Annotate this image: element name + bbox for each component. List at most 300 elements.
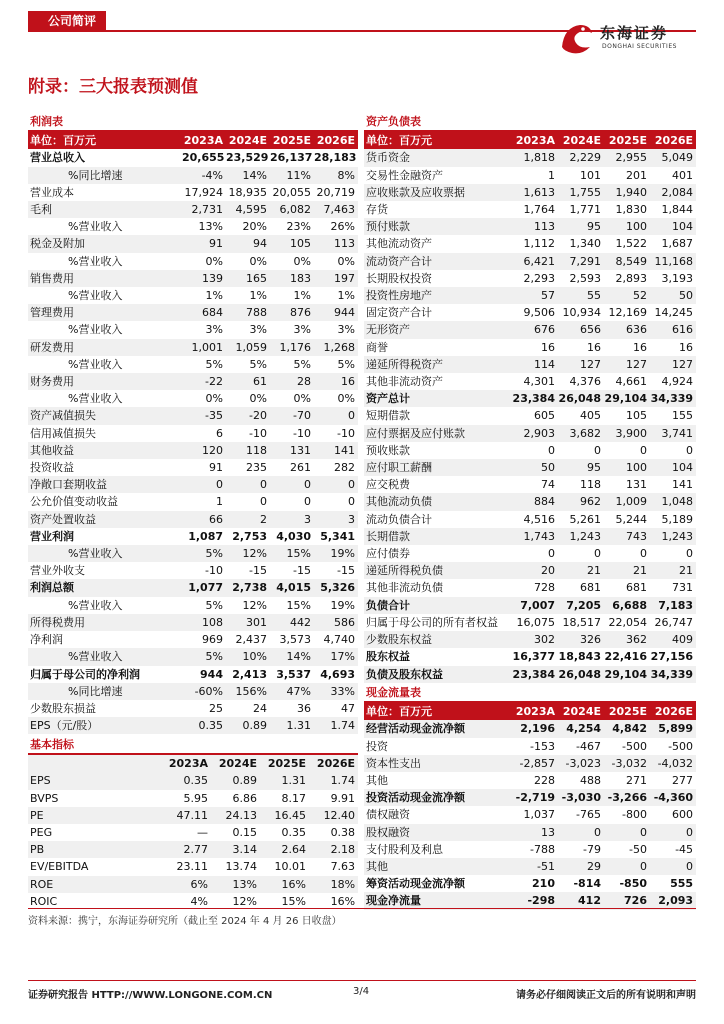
balance-row-value: 656 <box>558 321 604 338</box>
income-row-value: 120 <box>182 442 226 459</box>
cashflow-row <box>364 806 696 823</box>
income-row-value: 13% <box>198 220 223 234</box>
cashflow-row-label: 其他 <box>366 774 388 788</box>
cashflow-row-value: 0 <box>558 824 604 841</box>
indicators-row-value: 3.14 <box>211 841 260 858</box>
income-row <box>28 666 358 683</box>
balance-row-value: 34,339 <box>650 390 696 407</box>
indicators-row-label: PEG <box>30 826 53 840</box>
indicators-row-value: 16% <box>260 876 309 893</box>
income-row-value: -10 <box>337 426 355 440</box>
indicators-section-title: 基本指标 <box>28 736 358 754</box>
indicators-row-value: 4% <box>190 894 208 908</box>
income-row-value: 0% <box>205 392 223 406</box>
income-row-label: %营业收入 <box>68 357 123 371</box>
balance-row-label: 应交税费 <box>366 478 410 492</box>
balance-row-label: 负债合计 <box>364 597 512 614</box>
cashflow-row <box>364 858 696 875</box>
income-row-value: -10 <box>205 564 223 578</box>
income-row-value: 105 <box>270 235 314 252</box>
balance-row-value: 12,169 <box>608 306 647 320</box>
income-row <box>28 373 358 390</box>
cashflow-row-value: -3,266 <box>604 789 650 806</box>
balance-row-label: 投资性房地产 <box>364 287 512 304</box>
indicators-col-header: 2024E <box>211 754 260 772</box>
cashflow-row-value: 0 <box>604 824 650 841</box>
income-row-value: 47 <box>341 701 355 715</box>
income-row <box>28 528 358 545</box>
balance-row-label: 长期借款 <box>364 528 512 545</box>
balance-row-value: 7,183 <box>650 597 696 614</box>
cashflow-row-value: 412 <box>558 892 604 909</box>
balance-row <box>364 459 696 476</box>
balance-row-value: 101 <box>580 168 601 182</box>
income-row-value: 47% <box>270 683 314 700</box>
balance-row-value: 2,893 <box>615 271 647 285</box>
income-row-value: 5% <box>182 648 226 665</box>
indicators-col-header: 2025E <box>260 754 309 772</box>
balance-row-label: 长期股权投资 <box>366 271 432 285</box>
income-row-value: 141 <box>314 442 358 459</box>
balance-row-value: 55 <box>558 287 604 304</box>
income-row <box>28 270 358 287</box>
income-row-label: 所得税费用 <box>28 614 182 631</box>
income-col-header: 2023A <box>182 131 226 149</box>
income-row-label: 利润总额 <box>28 579 182 596</box>
balance-row-value: 676 <box>512 321 558 338</box>
income-row-value: 0 <box>270 476 314 493</box>
balance-row-value: 5,244 <box>615 512 647 526</box>
footer-disclaimer: 请务必仔细阅读正文后的所有说明和声明 <box>516 990 696 1001</box>
income-row-value: 1,268 <box>314 339 358 356</box>
balance-row <box>364 648 696 665</box>
balance-row-value: 1,009 <box>604 493 650 510</box>
income-row-value: 1,001 <box>182 339 226 356</box>
cashflow-col-header: 2025E <box>604 702 650 720</box>
income-row-value: 6 <box>216 426 223 440</box>
balance-row-value: 26,747 <box>654 615 694 629</box>
balance-header-row <box>364 131 696 149</box>
balance-row <box>364 356 696 373</box>
indicators-row-value: 6.86 <box>232 791 257 805</box>
cashflow-row-value: 29 <box>558 858 604 875</box>
income-row-value: 156% <box>226 683 270 700</box>
income-row-value: 3% <box>249 323 267 337</box>
balance-row <box>364 614 696 631</box>
balance-row-value: 681 <box>580 581 601 595</box>
income-row <box>28 545 358 562</box>
income-row-label: 少数股东损益 <box>30 701 96 715</box>
income-statement-table <box>28 113 358 734</box>
cashflow-row-label: 筹资活动现金流净额 <box>366 877 465 891</box>
income-row-value: 442 <box>270 614 314 631</box>
income-row-value: 5% <box>205 598 223 612</box>
cashflow-row-value: -4,032 <box>650 755 696 772</box>
income-row-label: 投资收益 <box>30 461 74 475</box>
income-row-value: 12% <box>242 598 267 612</box>
indicators-col-header: 2023A <box>162 754 211 772</box>
balance-row-label: 预付账款 <box>364 218 512 235</box>
balance-row-value: 401 <box>672 168 694 182</box>
income-row-value: 1% <box>293 289 311 303</box>
balance-row-label: 股东权益 <box>366 650 410 664</box>
income-row-value: 15% <box>286 598 311 612</box>
balance-row-value: 0 <box>640 547 647 561</box>
indicators-row-value: 0.35 <box>162 772 211 789</box>
income-row-label: %营业收入 <box>68 220 123 234</box>
balance-row-label: 预收账款 <box>366 443 410 457</box>
balance-row-value: 74 <box>541 478 555 492</box>
income-row-value: 28 <box>270 373 314 390</box>
income-row <box>28 218 358 235</box>
income-col-header: 2026E <box>314 131 358 149</box>
balance-row-value: 2,593 <box>569 271 601 285</box>
income-row <box>28 356 358 373</box>
cashflow-row <box>364 720 696 737</box>
balance-row-value: 616 <box>650 321 696 338</box>
income-row-value: 0% <box>249 254 267 268</box>
income-row-value: 8% <box>314 167 358 184</box>
balance-row-value: 636 <box>604 321 650 338</box>
balance-row-value: 1 <box>548 168 555 182</box>
income-row-value: 3% <box>293 323 311 337</box>
balance-col-header: 2026E <box>650 131 696 149</box>
income-row-value: 33% <box>314 683 358 700</box>
cashflow-col-header: 2024E <box>558 702 604 720</box>
cashflow-row-value: -788 <box>530 842 555 856</box>
income-row-value: 1% <box>337 289 355 303</box>
balance-row-label: 短期借款 <box>366 409 410 423</box>
footer-website[interactable]: 证券研究报告 HTTP://WWW.LONGONE.COM.CN <box>28 990 273 1001</box>
income-row-value: 3,537 <box>276 667 311 681</box>
income-row-value: 6,082 <box>270 201 314 218</box>
cashflow-row-value: -51 <box>512 858 558 875</box>
balance-row-value: 4,924 <box>661 375 694 389</box>
balance-row-value: 962 <box>558 493 604 510</box>
balance-row-value: 1,844 <box>661 203 694 217</box>
balance-row-value: 155 <box>672 409 694 423</box>
balance-row-value: 2,084 <box>650 184 696 201</box>
balance-row-value: 1,764 <box>523 203 555 217</box>
income-row-value: 66 <box>182 511 226 528</box>
cashflow-row-value: 228 <box>534 774 555 788</box>
cashflow-row-value: -79 <box>583 842 601 856</box>
balance-row-value: 16 <box>633 340 647 354</box>
cashflow-col-header: 2023A <box>512 702 558 720</box>
balance-row-value: 21 <box>604 562 650 579</box>
income-row-value: 1,077 <box>182 579 226 596</box>
balance-row-value: 113 <box>512 218 558 235</box>
income-row-value: 94 <box>226 235 270 252</box>
income-row <box>28 167 358 184</box>
balance-row-value: 1,613 <box>512 184 558 201</box>
indicators-row-value: 18% <box>309 876 358 893</box>
income-row-value: 91 <box>209 461 223 475</box>
balance-row-value: 95 <box>558 459 604 476</box>
cashflow-row-label: 投资活动现金流净额 <box>364 789 512 806</box>
income-row-value: 4,030 <box>276 529 311 543</box>
income-row-label: %同比增速 <box>28 683 182 700</box>
balance-row <box>364 201 696 218</box>
balance-row-label: 存货 <box>366 203 388 217</box>
balance-row-label: 应付债券 <box>366 547 410 561</box>
balance-row-value: 23,384 <box>512 666 558 683</box>
income-header-row <box>28 131 358 149</box>
income-row-value: 0 <box>314 407 358 424</box>
cashflow-row-value: -50 <box>629 842 647 856</box>
balance-row-value: 4,376 <box>569 375 601 389</box>
balance-row-value: 20 <box>512 562 558 579</box>
income-row-label: 信用减值损失 <box>30 426 96 440</box>
income-row <box>28 235 358 252</box>
income-row-value: 165 <box>226 270 270 287</box>
income-row <box>28 717 358 734</box>
indicators-row-value: 12.40 <box>309 807 358 824</box>
dragon-logo-icon <box>556 17 596 57</box>
income-row-value: 2,738 <box>226 579 270 596</box>
income-row-label: %同比增速 <box>28 167 182 184</box>
indicators-row <box>28 772 358 789</box>
balance-row-label: 流动资产合计 <box>364 253 512 270</box>
balance-row-label: 货币资金 <box>364 149 512 166</box>
cashflow-row-label: 资本性支出 <box>364 755 512 772</box>
balance-row <box>364 666 696 683</box>
cashflow-row-label: 经营活动现金流净额 <box>364 720 512 737</box>
income-row-value: 0% <box>293 254 311 268</box>
cashflow-row-value: -3,032 <box>604 755 650 772</box>
indicators-row-value: 1.31 <box>260 772 309 789</box>
balance-row <box>364 597 696 614</box>
balance-row-label: 其他非流动负债 <box>366 581 443 595</box>
footer-divider <box>28 980 696 981</box>
balance-row-value: 4,516 <box>523 512 555 526</box>
income-unit-label: 单位：百万元 <box>28 131 182 149</box>
cashflow-row-label: 支付股利及利息 <box>366 842 443 856</box>
income-row-value: 23,529 <box>226 151 269 165</box>
balance-row <box>364 167 696 184</box>
income-row-value: 1,087 <box>188 529 223 543</box>
cashflow-row-label: 股权融资 <box>364 824 512 841</box>
income-section-title: 利润表 <box>28 113 358 131</box>
cashflow-row <box>364 841 696 858</box>
income-row-value: 0 <box>260 495 267 509</box>
income-row-label: %营业收入 <box>68 323 123 337</box>
indicators-section-title-row <box>28 736 358 754</box>
page-number: 3/4 <box>353 986 370 997</box>
cashflow-row-label: 其他 <box>364 858 512 875</box>
balance-row <box>364 218 696 235</box>
balance-row-value: 18,517 <box>562 615 601 629</box>
income-row-label: %营业收入 <box>28 545 182 562</box>
balance-row-label: 流动负债合计 <box>366 512 432 526</box>
cashflow-row-value: 0 <box>650 858 696 875</box>
income-row-value: 3,573 <box>279 633 311 647</box>
balance-row-value: 16,377 <box>512 650 555 664</box>
income-row-value: 23% <box>286 220 311 234</box>
income-row-value: 5% <box>293 357 311 371</box>
balance-row-value: 16,075 <box>516 615 555 629</box>
income-row-value: 15% <box>270 545 314 562</box>
cashflow-row-value: -850 <box>619 877 647 891</box>
balance-row <box>364 407 696 424</box>
income-row-value: 20% <box>242 220 267 234</box>
income-row-value: -15 <box>249 564 267 578</box>
balance-row-value: 29,104 <box>604 390 650 407</box>
income-row-value: 0.35 <box>182 717 226 734</box>
balance-row-value: 4,661 <box>615 375 647 389</box>
balance-row-value: 16 <box>679 340 694 354</box>
balance-row <box>364 321 696 338</box>
income-row-label: 归属于母公司的净利润 <box>30 667 140 681</box>
balance-row-label: 递延所得税资产 <box>364 356 512 373</box>
income-row <box>28 700 358 717</box>
balance-row-value: 2,229 <box>558 149 604 166</box>
income-col-header: 2025E <box>270 131 314 149</box>
cashflow-row-label: 投资 <box>366 739 388 753</box>
balance-col-header: 2023A <box>512 131 558 149</box>
balance-row-value: 26,048 <box>558 390 604 407</box>
balance-row-value: 29,104 <box>604 666 650 683</box>
income-row-label: 管理费用 <box>28 304 182 321</box>
cashflow-row <box>364 755 696 772</box>
balance-row-value: 0 <box>594 443 601 457</box>
income-row-value: 0.89 <box>226 717 270 734</box>
balance-row-value: 16 <box>541 340 555 354</box>
balance-row-value: 0 <box>594 547 601 561</box>
balance-row-label: 递延所得税负债 <box>364 562 512 579</box>
cashflow-row-value: -2,719 <box>512 789 558 806</box>
indicators-row-value: 8.17 <box>281 791 306 805</box>
indicators-row <box>28 876 358 893</box>
page-title: 附录：三大报表预测值 <box>28 77 198 97</box>
income-row-value: 2,413 <box>232 667 267 681</box>
balance-row-value: 104 <box>650 218 696 235</box>
income-row-value: 3% <box>205 323 223 337</box>
income-row-value: 4,595 <box>226 201 270 218</box>
indicators-row-value: — <box>197 826 208 840</box>
logo-english-name: DONGHAI SECURITIES <box>602 43 677 50</box>
income-row-label: 营业利润 <box>30 529 74 543</box>
balance-row <box>364 184 696 201</box>
indicators-row-value: 0.15 <box>232 826 257 840</box>
income-row <box>28 442 358 459</box>
balance-row-value: 3,900 <box>604 425 650 442</box>
balance-row-value: 52 <box>604 287 650 304</box>
cashflow-row <box>364 875 696 892</box>
income-row-value: 1.74 <box>314 717 358 734</box>
income-row-value: 18,935 <box>228 185 267 199</box>
income-row-value: 25 <box>209 701 223 715</box>
income-row-value: 586 <box>314 614 358 631</box>
indicators-row-label: BVPS <box>30 791 59 805</box>
income-row-value: 0 <box>226 476 270 493</box>
cashflow-row-value: -500 <box>622 739 647 753</box>
indicators-row-value: 2.18 <box>309 841 358 858</box>
balance-row-value: 302 <box>512 631 558 648</box>
balance-row-value: 1,940 <box>604 184 650 201</box>
cashflow-row <box>364 789 696 806</box>
income-row-value: 0% <box>337 392 355 406</box>
income-row-value: 1% <box>249 289 267 303</box>
income-row-value: 301 <box>226 614 270 631</box>
income-row-value: 1,059 <box>226 339 270 356</box>
income-row-label: 资产减值损失 <box>28 407 182 424</box>
cashflow-row-label: 债权融资 <box>366 808 410 822</box>
balance-row <box>364 545 696 562</box>
income-row-value: 14% <box>270 648 314 665</box>
balance-row <box>364 493 696 510</box>
balance-row-value: 100 <box>604 459 650 476</box>
income-row-label: EPS（元/股） <box>28 717 182 734</box>
balance-row-label: 少数股东权益 <box>364 631 512 648</box>
balance-row-value: 26,048 <box>558 666 604 683</box>
balance-row-value: 0 <box>640 443 647 457</box>
income-row-value: 0% <box>249 392 267 406</box>
balance-row-value: 1,048 <box>650 493 696 510</box>
balance-row <box>364 339 696 356</box>
balance-row-value: 3,682 <box>558 425 604 442</box>
indicators-row-label: PB <box>28 841 162 858</box>
balance-row <box>364 270 696 287</box>
cashflow-row-value: -800 <box>622 808 647 822</box>
income-row-value: 14% <box>226 167 270 184</box>
balance-row-value: 7,291 <box>558 253 604 270</box>
income-row-value: 7,463 <box>314 201 358 218</box>
cashflow-row <box>364 738 696 755</box>
cashflow-row-value: -45 <box>675 842 694 856</box>
cashflow-row-value: -3,030 <box>558 789 604 806</box>
balance-row-value: 16 <box>587 340 601 354</box>
indicators-row-label: ROIC <box>30 894 58 908</box>
balance-row-value: 0 <box>686 443 694 457</box>
income-row-value: 36 <box>297 701 311 715</box>
income-row-value: 1,176 <box>270 339 314 356</box>
income-row-value: 183 <box>270 270 314 287</box>
income-row-value: 0 <box>182 476 226 493</box>
income-row-value: 19% <box>330 598 355 612</box>
income-row-value: 26% <box>330 220 355 234</box>
indicators-row-value: 1.74 <box>309 772 358 789</box>
balance-row <box>364 425 696 442</box>
balance-row-label: 归属于母公司的所有者权益 <box>366 615 498 629</box>
balance-row-value: 1,743 <box>512 528 558 545</box>
balance-row-value: 5,189 <box>661 512 694 526</box>
indicators-row-value: 9.91 <box>330 791 356 805</box>
balance-row <box>364 476 696 493</box>
indicators-row-value: 13% <box>211 876 260 893</box>
cashflow-row-value: 4,842 <box>604 720 650 737</box>
cashflow-row-value: -4,360 <box>650 789 696 806</box>
balance-row-value: 1,243 <box>558 528 604 545</box>
balance-row-value: 405 <box>580 409 601 423</box>
cashflow-row <box>364 824 696 841</box>
company-logo <box>556 17 696 57</box>
balance-row-value: 0 <box>548 547 555 561</box>
income-row <box>28 579 358 596</box>
income-row-value: 17% <box>314 648 358 665</box>
indicators-col-header: 2026E <box>309 754 358 772</box>
balance-row-value: 5,261 <box>569 512 601 526</box>
balance-row-value: 104 <box>650 459 696 476</box>
indicators-row <box>28 858 358 875</box>
balance-col-header: 2025E <box>604 131 650 149</box>
balance-row-label: 应付票据及应付账款 <box>364 425 512 442</box>
income-row-label: %营业收入 <box>68 254 123 268</box>
income-row-value: 944 <box>200 667 223 681</box>
cashflow-row-value: 726 <box>604 892 650 909</box>
balance-row-value: 743 <box>604 528 650 545</box>
income-row-value: 4,015 <box>270 579 314 596</box>
